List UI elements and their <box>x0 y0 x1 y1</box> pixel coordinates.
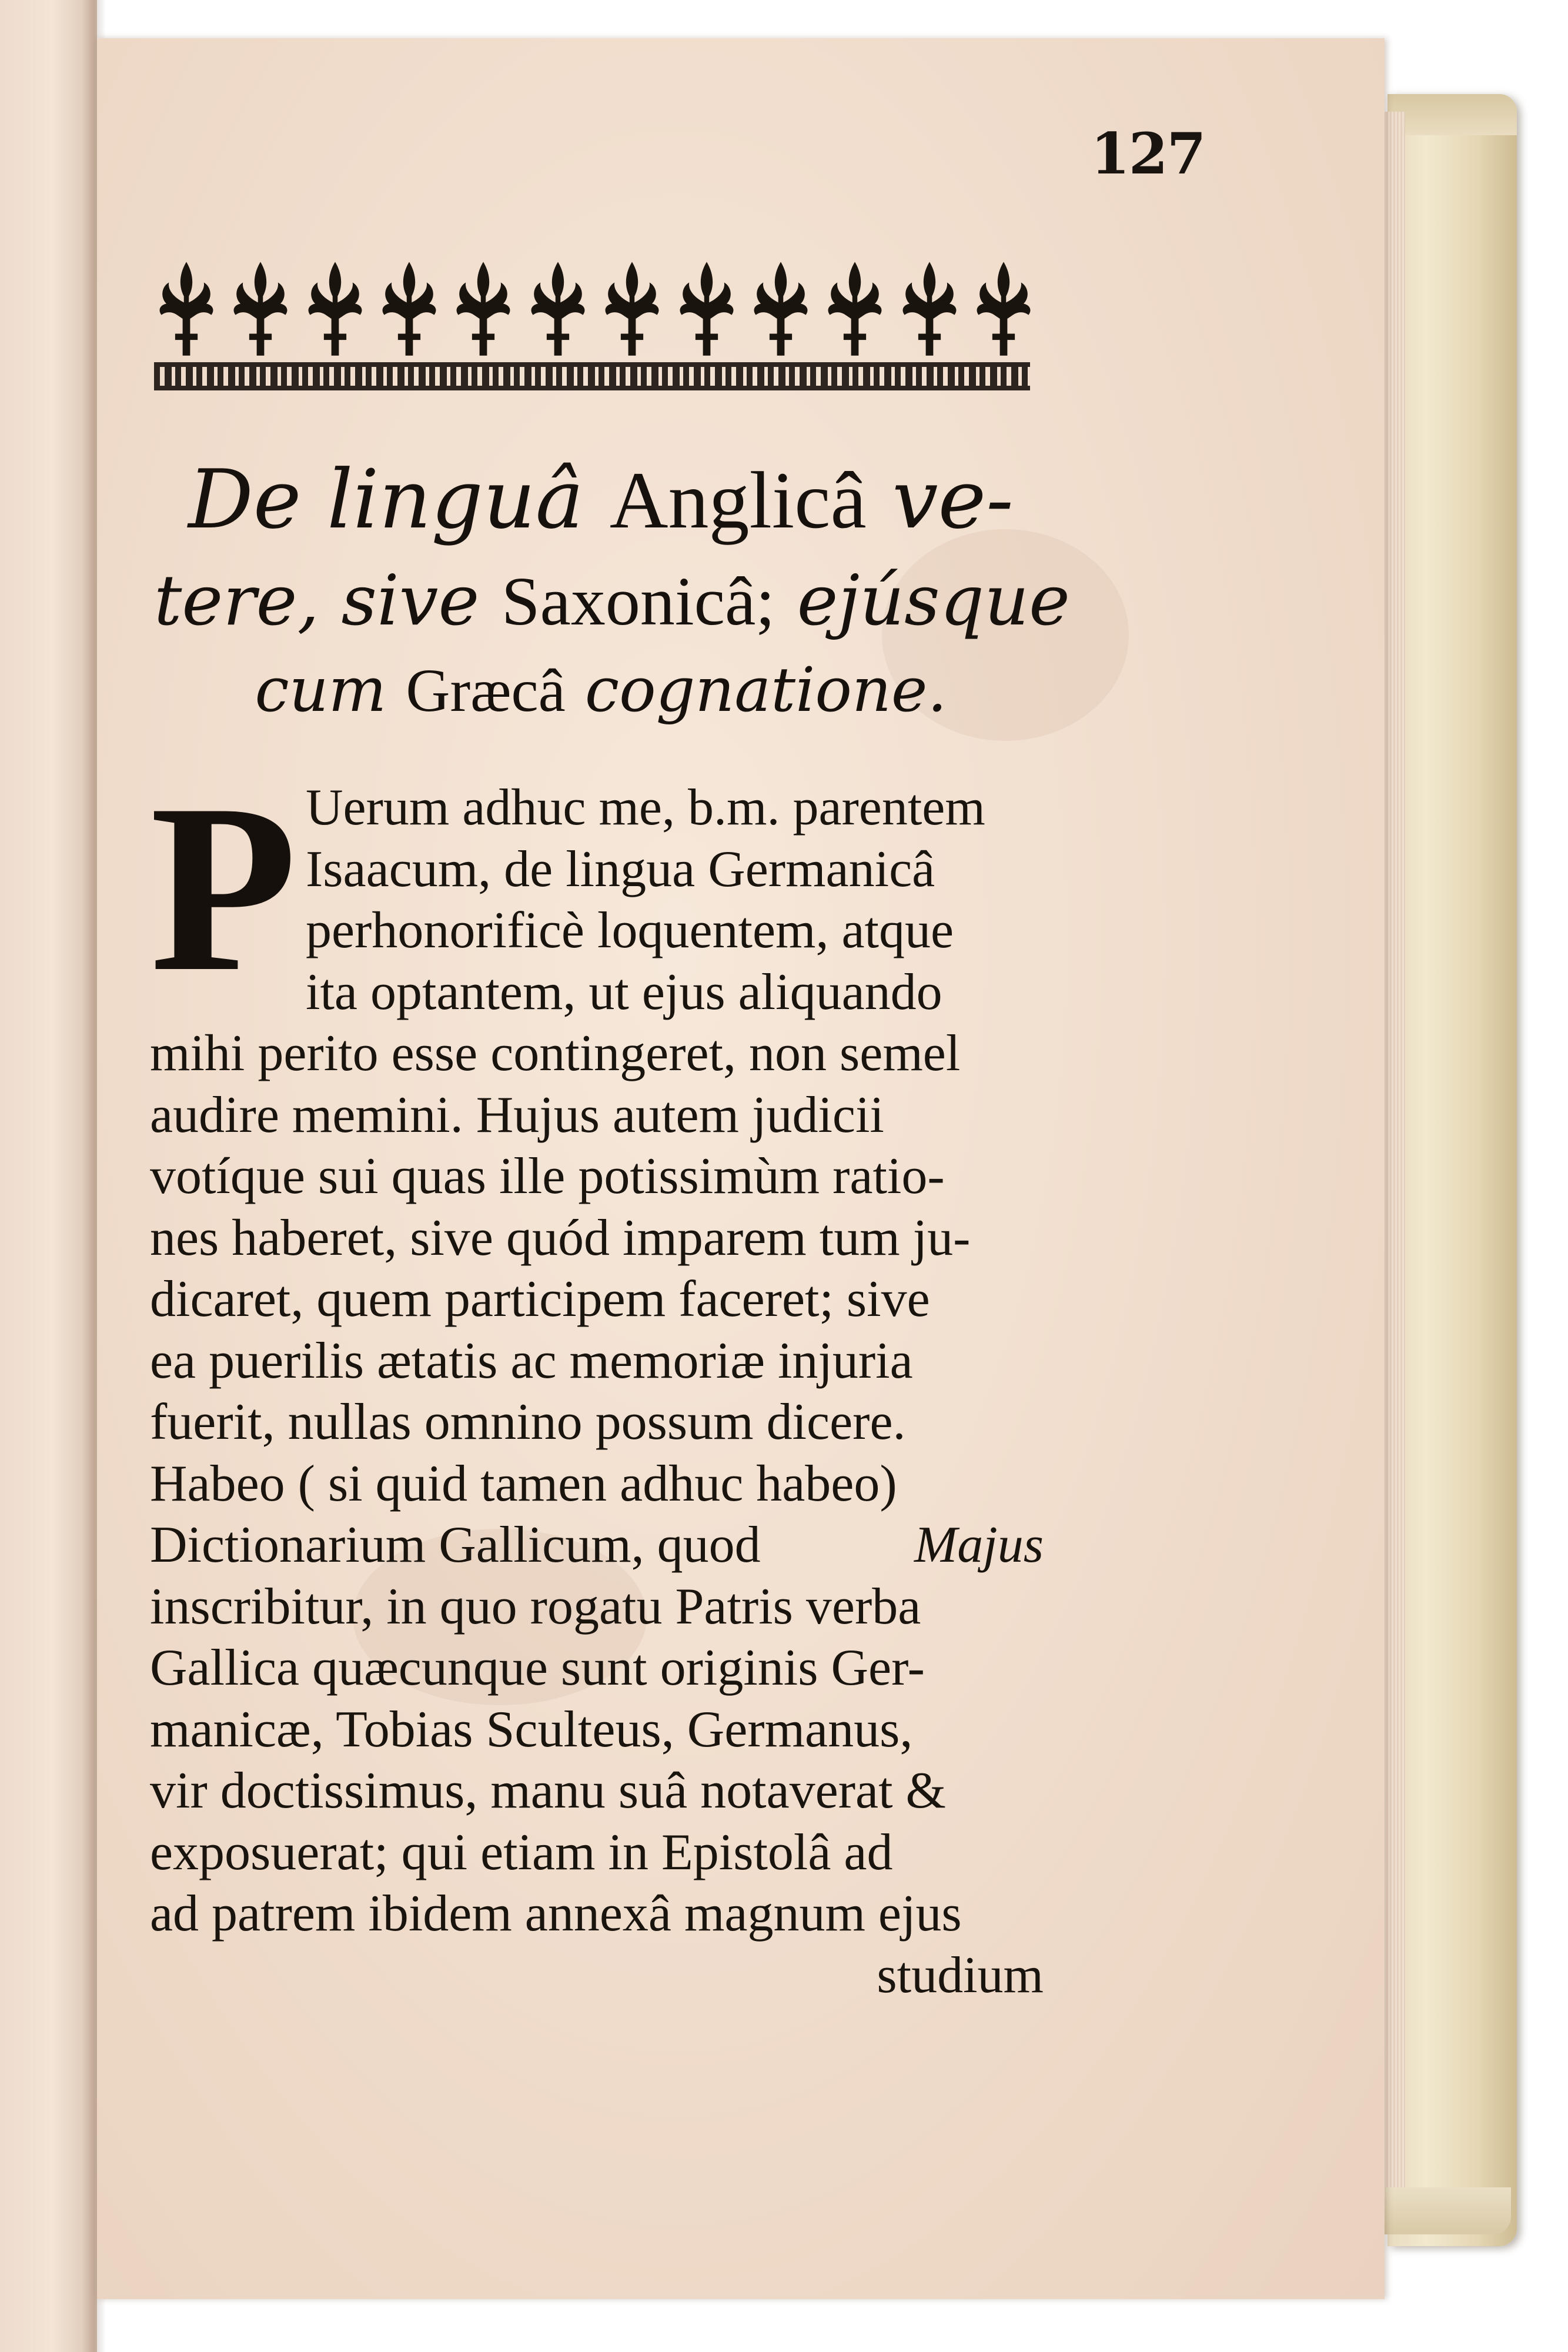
text-line: Isaacum, de lingua Germanicâ <box>306 840 935 898</box>
fleur-de-lis-icon <box>823 259 887 359</box>
text-line: ad patrem ibidem annexâ magnum ejus <box>150 1885 962 1942</box>
heading-italic: tere, sive <box>154 560 480 641</box>
text-line: Dictionarium Gallicum, quod Majus <box>150 1515 1044 1576</box>
fleur-de-lis-icon <box>377 259 442 359</box>
body-text <box>150 754 1044 2006</box>
heading-roman: Anglicâ <box>609 455 867 545</box>
heading-line-3 <box>154 649 1048 732</box>
text-line: mihi perito esse contingeret, non semel <box>150 1025 961 1082</box>
text-line: fuerit, nullas omnino possum dicere. <box>150 1394 906 1451</box>
heading-roman: Græcâ <box>406 657 566 724</box>
text-line: ita optantem, ut ejus aliquando <box>306 963 942 1021</box>
heading-italic: De linguâ <box>188 452 584 547</box>
binding-top-edge <box>1388 94 1517 135</box>
fleur-de-lis-icon <box>526 259 590 359</box>
fleur-de-lis-icon <box>303 259 367 359</box>
text-line: audire memini. Hujus autem judicii <box>150 1086 884 1144</box>
heading-line-2 <box>154 553 1071 649</box>
drop-cap: P <box>150 754 297 1021</box>
text-line: Uerum adhuc me, b.m. parentem <box>306 779 985 836</box>
text-line: manicæ, Tobias Sculteus, Germanus, <box>150 1700 913 1758</box>
headpiece-ornament <box>154 259 1036 394</box>
heading-line-1 <box>154 447 1048 553</box>
fleur-de-lis-row <box>154 259 1036 359</box>
page-number: 127 <box>1091 121 1205 187</box>
fleur-de-lis-icon <box>971 259 1036 359</box>
binding-bottom-edge <box>1370 2187 1511 2234</box>
heading-italic: cognatione. <box>584 654 947 726</box>
text-line: ea puerilis ætatis ac memoriæ injuria <box>150 1332 913 1389</box>
fleur-de-lis-icon <box>600 259 664 359</box>
fleur-de-lis-icon <box>897 259 962 359</box>
heading-roman: Saxonicâ; <box>501 563 775 640</box>
text-line: Gallica quæcunque sunt originis Ger- <box>150 1639 925 1696</box>
fleur-de-lis-icon <box>228 259 293 359</box>
chapter-heading <box>154 447 1071 732</box>
fleur-de-lis-icon <box>451 259 516 359</box>
text-line: perhonorificè loquentem, atque <box>306 902 954 959</box>
catchword: studium <box>877 1946 1044 2004</box>
vellum-binding <box>1388 94 1517 2246</box>
text-line: exposuerat; qui etiam in Epistolâ ad <box>150 1823 893 1881</box>
heading-italic: ejúsque <box>797 560 1071 641</box>
fleur-de-lis-icon <box>154 259 219 359</box>
text-line: Habeo ( si quid tamen adhuc habeo) <box>150 1455 897 1512</box>
heading-italic: cum <box>255 654 387 726</box>
text-line: dicaret, quem participem faceret; sive <box>150 1271 930 1328</box>
ornament-border-band <box>154 362 1030 390</box>
fleur-de-lis-icon <box>674 259 739 359</box>
text-line: vir doctissimus, manu suâ notaverat & <box>150 1762 946 1819</box>
catchword-line <box>150 1945 1044 2007</box>
italic-title-word: Majus <box>914 1516 1044 1573</box>
heading-italic: ve- <box>892 452 1014 547</box>
text-line: inscribitur, in quo rogatu Patris verba <box>150 1578 921 1635</box>
text-line: nes haberet, sive quód imparem tum ju- <box>150 1209 971 1267</box>
fleur-de-lis-icon <box>748 259 813 359</box>
text-line: votíque sui quas ille potissimùm ratio- <box>150 1148 945 1205</box>
